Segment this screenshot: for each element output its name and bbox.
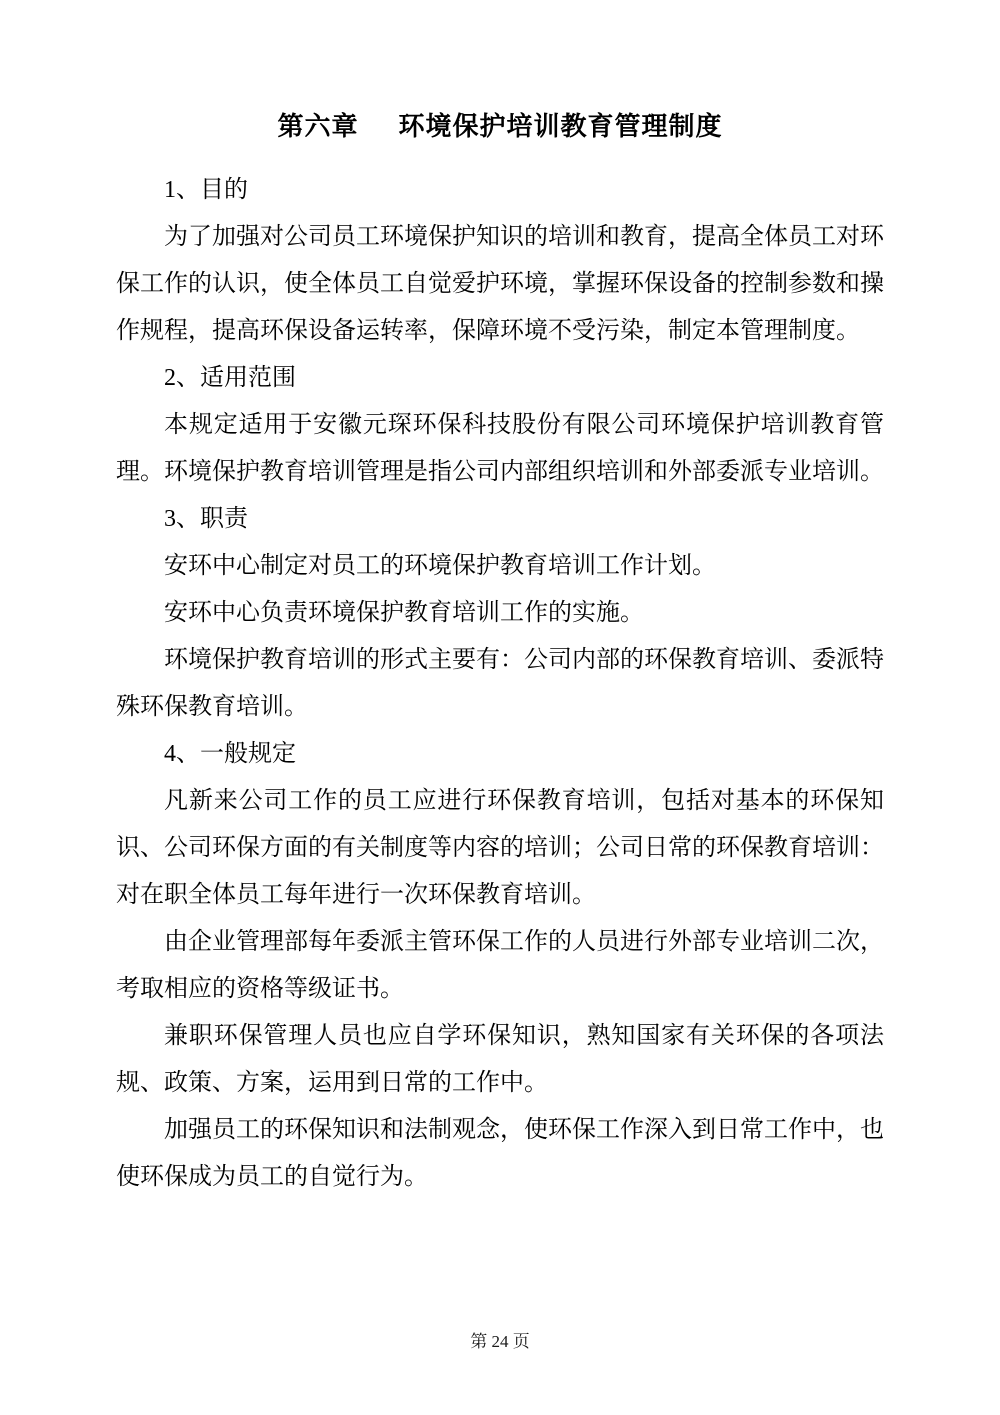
paragraph-general-1: 凡新来公司工作的员工应进行环保教育培训，包括对基本的环保知识、公司环保方面的有关制度等内容的培训；公司日常的环保教育培训：对在职全体员工每年进行一次环保教育培训。 <box>116 788 884 908</box>
chapter-title <box>0 0 1000 152</box>
paragraph-duties-2: 安环中心负责环境保护教育培训工作的实施。 <box>164 600 644 626</box>
section-heading-general-rules: 4、一般规定 <box>164 741 296 767</box>
section-heading-scope: 2、适用范围 <box>164 365 296 391</box>
paragraph-general-3: 兼职环保管理人员也应自学环保知识，熟知国家有关环保的各项法规、政策、方案，运用到日常的工作中。 <box>116 1023 884 1096</box>
section-heading-duties: 3、职责 <box>164 506 248 532</box>
page-footer <box>0 1330 1000 1354</box>
section-heading-purpose: 1、目的 <box>164 177 248 203</box>
paragraph-general-4: 加强员工的环保知识和法制观念，使环保工作深入到日常工作中，也使环保成为员工的自觉行为。 <box>116 1117 884 1190</box>
paragraph-duties-3: 环境保护教育培训的形式主要有：公司内部的环保教育培训、委派特殊环保教育培训。 <box>116 647 884 720</box>
paragraph-scope: 本规定适用于安徽元琛环保科技股份有限公司环境保护培训教育管理。环境保护教育培训管理是指公司内部组织培训和外部委派专业培训。 <box>116 412 884 485</box>
chapter-number: 第六章 <box>277 112 359 141</box>
page-number: 第 24 页 <box>470 1332 530 1351</box>
paragraph-general-2: 由企业管理部每年委派主管环保工作的人员进行外部专业培训二次，考取相应的资格等级证书。 <box>116 929 884 1002</box>
document-body <box>116 167 884 1201</box>
paragraph-duties-1: 安环中心制定对员工的环境保护教育培训工作计划。 <box>164 553 716 579</box>
chapter-name: 环境保护培训教育管理制度 <box>398 112 723 141</box>
paragraph-purpose: 为了加强对公司员工环境保护知识的培训和教育，提高全体员工对环保工作的认识，使全体员工自觉爱护环境，掌握环保设备的控制参数和操作规程，提高环保设备运转率，保障环境不受污染，制定本管理制度。 <box>116 224 884 344</box>
